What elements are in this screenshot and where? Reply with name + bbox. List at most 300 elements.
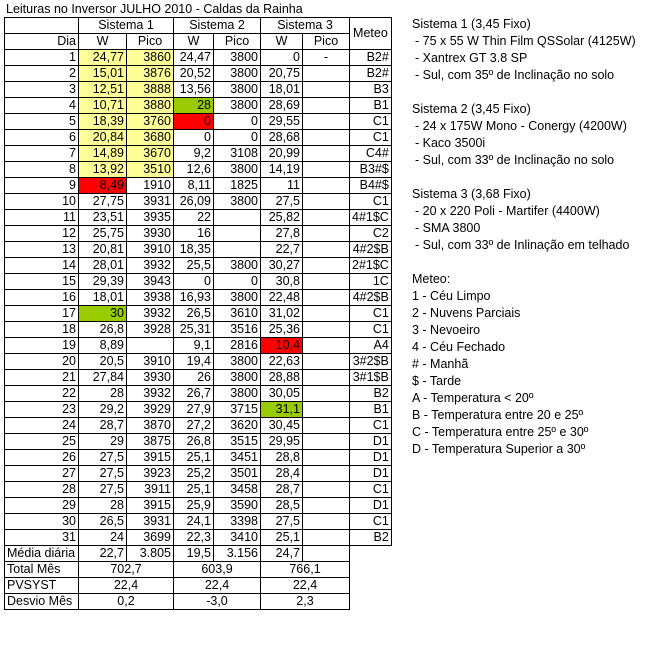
cell-s1p[interactable]: 3931 xyxy=(127,194,174,210)
cell-s1p[interactable]: 3910 xyxy=(127,354,174,370)
table-row xyxy=(5,322,392,338)
cell-s2w[interactable]: 26 xyxy=(174,370,214,386)
header-s1-w[interactable]: W xyxy=(79,34,127,50)
cell-s3w[interactable]: 31,02 xyxy=(261,306,303,322)
cell-meteo[interactable]: C1 xyxy=(350,194,392,210)
cell-s2w[interactable]: 22,3 xyxy=(174,530,214,546)
cell-s1p[interactable]: 3510 xyxy=(127,162,174,178)
cell-s3p[interactable] xyxy=(303,210,350,226)
cell-s3p[interactable] xyxy=(303,258,350,274)
cell-s3w[interactable]: 20,75 xyxy=(261,66,303,82)
cell-dia[interactable]: 25 xyxy=(5,434,79,450)
cell-s2w[interactable]: 0 xyxy=(174,114,214,130)
cell-s3w[interactable]: 28,7 xyxy=(261,482,303,498)
cell-s1p[interactable]: 3938 xyxy=(127,290,174,306)
cell-s1p[interactable]: 3880 xyxy=(127,98,174,114)
cell-s1w[interactable]: 28 xyxy=(79,498,127,514)
summary-pvsyst-s3[interactable]: 22,4 xyxy=(261,578,350,594)
summary-media-s2w[interactable]: 19,5 xyxy=(174,546,214,562)
cell-s1w[interactable]: 29,2 xyxy=(79,402,127,418)
cell-s2w[interactable]: 16,93 xyxy=(174,290,214,306)
cell-s3w[interactable]: 27,5 xyxy=(261,194,303,210)
cell-s3w[interactable]: 28,5 xyxy=(261,498,303,514)
notes-title-sys1: Sistema 1 (3,45 Fixo) xyxy=(412,17,531,31)
cell-s1w[interactable]: 18,39 xyxy=(79,114,127,130)
cell-s2p[interactable]: 3800 xyxy=(214,98,261,114)
cell-s1p[interactable]: 3876 xyxy=(127,66,174,82)
cell-s1p[interactable]: 3911 xyxy=(127,482,174,498)
cell-dia[interactable]: 3 xyxy=(5,82,79,98)
cell-s2p[interactable]: 0 xyxy=(214,274,261,290)
cell-s1p[interactable]: 3943 xyxy=(127,274,174,290)
cell-s2w[interactable]: 18,35 xyxy=(174,242,214,258)
cell-s3p[interactable] xyxy=(303,290,350,306)
summary-row-desvio xyxy=(5,594,392,610)
cell-s1w[interactable]: 26,8 xyxy=(79,322,127,338)
cell-meteo[interactable]: C1 xyxy=(350,306,392,322)
cell-s1w[interactable]: 24,77 xyxy=(79,50,127,66)
cell-s3p[interactable] xyxy=(303,514,350,530)
cell-meteo[interactable]: B4#$ xyxy=(350,178,392,194)
cell-s3w[interactable]: 30,05 xyxy=(261,386,303,402)
cell-meteo[interactable]: B2 xyxy=(350,530,392,546)
cell-s3w[interactable]: 25,36 xyxy=(261,322,303,338)
cell-s3w[interactable]: 30,45 xyxy=(261,418,303,434)
cell-s1p[interactable]: 3928 xyxy=(127,322,174,338)
cell-s1p[interactable]: 3930 xyxy=(127,226,174,242)
cell-s3w[interactable]: 28,69 xyxy=(261,98,303,114)
cell-s2w[interactable]: 9,2 xyxy=(174,146,214,162)
cell-s3p[interactable] xyxy=(303,418,350,434)
cell-s2w[interactable]: 25,31 xyxy=(174,322,214,338)
notes-gap xyxy=(412,169,647,186)
header-s3-pico[interactable]: Pico xyxy=(303,34,350,50)
cell-s3p[interactable] xyxy=(303,66,350,82)
cell-s3p[interactable] xyxy=(303,482,350,498)
cell-s1w[interactable]: 25,75 xyxy=(79,226,127,242)
cell-meteo[interactable]: D1 xyxy=(350,498,392,514)
sheet-title: Leituras no Inversor JULHO 2010 - Caldas da Rainha xyxy=(6,2,303,16)
cell-dia[interactable]: 4 xyxy=(5,98,79,114)
cell-s1w[interactable]: 26,5 xyxy=(79,514,127,530)
cell-s1p[interactable]: 3699 xyxy=(127,530,174,546)
cell-s1w[interactable]: 27,5 xyxy=(79,450,127,466)
cell-s1p[interactable]: 3870 xyxy=(127,418,174,434)
cell-s1w[interactable]: 28,01 xyxy=(79,258,127,274)
cell-s1w[interactable]: 27,5 xyxy=(79,466,127,482)
notes-block-sys1 xyxy=(412,16,647,84)
cell-meteo[interactable]: C1 xyxy=(350,514,392,530)
cell-s1w[interactable]: 24 xyxy=(79,530,127,546)
cell-s3p[interactable] xyxy=(303,226,350,242)
summary-desvio-s3[interactable]: 2,3 xyxy=(261,594,350,610)
cell-dia[interactable]: 15 xyxy=(5,274,79,290)
cell-s3w[interactable]: 25,82 xyxy=(261,210,303,226)
cell-s1p[interactable]: 3932 xyxy=(127,386,174,402)
header-sistema-3[interactable]: Sistema 3 xyxy=(261,18,350,34)
summary-media-s1p[interactable]: 3.805 xyxy=(127,546,174,562)
cell-meteo[interactable]: 1C xyxy=(350,274,392,290)
cell-s2p[interactable]: 3398 xyxy=(214,514,261,530)
cell-dia[interactable]: 27 xyxy=(5,466,79,482)
cell-s1p[interactable]: 3910 xyxy=(127,242,174,258)
cell-s2w[interactable]: 9,1 xyxy=(174,338,214,354)
cell-s1w[interactable]: 20,84 xyxy=(79,130,127,146)
cell-s2p[interactable]: 3800 xyxy=(214,50,261,66)
cell-meteo[interactable]: 3#2$B xyxy=(350,354,392,370)
cell-s3p[interactable] xyxy=(303,530,350,546)
notes-item: B - Temperatura entre 20 e 25º xyxy=(412,408,584,422)
cell-dia[interactable]: 31 xyxy=(5,530,79,546)
header-s2-pico[interactable]: Pico xyxy=(214,34,261,50)
cell-s1w[interactable]: 27,84 xyxy=(79,370,127,386)
cell-s1w[interactable]: 20,81 xyxy=(79,242,127,258)
cell-s2p[interactable]: 0 xyxy=(214,130,261,146)
cell-meteo[interactable]: 4#2$B xyxy=(350,242,392,258)
table-row xyxy=(5,98,392,114)
cell-s1w[interactable]: 13,92 xyxy=(79,162,127,178)
cell-s3w[interactable]: 29,55 xyxy=(261,114,303,130)
cell-s2p[interactable]: 3410 xyxy=(214,530,261,546)
cell-s1p[interactable]: 3932 xyxy=(127,306,174,322)
cell-s2w[interactable]: 27,2 xyxy=(174,418,214,434)
cell-s2w[interactable]: 16 xyxy=(174,226,214,242)
cell-dia[interactable]: 20 xyxy=(5,354,79,370)
cell-s3p[interactable] xyxy=(303,434,350,450)
cell-s1w[interactable]: 8,89 xyxy=(79,338,127,354)
cell-s2p[interactable]: 3516 xyxy=(214,322,261,338)
cell-dia[interactable]: 18 xyxy=(5,322,79,338)
summary-pvsyst-s1[interactable]: 22,4 xyxy=(79,578,174,594)
cell-s2w[interactable]: 26,09 xyxy=(174,194,214,210)
cell-s2p[interactable]: 3800 xyxy=(214,66,261,82)
cell-s2w[interactable]: 26,5 xyxy=(174,306,214,322)
table-row xyxy=(5,450,392,466)
summary-media-s1w[interactable]: 22,7 xyxy=(79,546,127,562)
cell-dia[interactable]: 1 xyxy=(5,50,79,66)
summary-media-s2p[interactable]: 3.156 xyxy=(214,546,261,562)
cell-meteo[interactable]: 4#1$C xyxy=(350,210,392,226)
cell-s1w[interactable]: 27,75 xyxy=(79,194,127,210)
cell-s2p[interactable]: 3108 xyxy=(214,146,261,162)
cell-dia[interactable]: 10 xyxy=(5,194,79,210)
cell-meteo[interactable]: B2# xyxy=(350,66,392,82)
cell-s2p[interactable]: 3800 xyxy=(214,258,261,274)
cell-s1p[interactable]: 3680 xyxy=(127,130,174,146)
cell-dia[interactable]: 12 xyxy=(5,226,79,242)
header-sistema-1[interactable]: Sistema 1 xyxy=(79,18,174,34)
cell-s3p[interactable] xyxy=(303,370,350,386)
cell-s1w[interactable]: 27,5 xyxy=(79,482,127,498)
cell-meteo[interactable]: C1 xyxy=(350,482,392,498)
cell-s3w[interactable]: 28,68 xyxy=(261,130,303,146)
cell-s3p[interactable] xyxy=(303,162,350,178)
header-corner-cell xyxy=(5,18,79,34)
cell-s3p[interactable] xyxy=(303,354,350,370)
cell-s3w[interactable]: 11 xyxy=(261,178,303,194)
cell-s2p[interactable]: 3800 xyxy=(214,354,261,370)
cell-s1p[interactable]: 3875 xyxy=(127,434,174,450)
cell-s1w[interactable]: 30 xyxy=(79,306,127,322)
cell-s2p[interactable] xyxy=(214,242,261,258)
cell-s2p[interactable]: 3501 xyxy=(214,466,261,482)
cell-s2w[interactable]: 25,1 xyxy=(174,482,214,498)
cell-meteo[interactable]: B1 xyxy=(350,98,392,114)
summary-total-s1[interactable]: 702,7 xyxy=(79,562,174,578)
cell-dia[interactable]: 9 xyxy=(5,178,79,194)
cell-s3w[interactable]: 0 xyxy=(261,50,303,66)
cell-dia[interactable]: 7 xyxy=(5,146,79,162)
cell-s3w[interactable]: 28,8 xyxy=(261,450,303,466)
cell-s2p[interactable]: 1825 xyxy=(214,178,261,194)
cell-s3w[interactable]: 20,99 xyxy=(261,146,303,162)
cell-s3p[interactable] xyxy=(303,402,350,418)
cell-meteo[interactable]: 3#1$B xyxy=(350,370,392,386)
cell-s2p[interactable]: 3620 xyxy=(214,418,261,434)
cell-s2p[interactable]: 3590 xyxy=(214,498,261,514)
cell-s2w[interactable]: 25,5 xyxy=(174,258,214,274)
cell-s2p[interactable]: 3800 xyxy=(214,82,261,98)
cell-meteo[interactable]: D1 xyxy=(350,450,392,466)
cell-meteo[interactable]: B1 xyxy=(350,402,392,418)
cell-s3w[interactable]: 30,27 xyxy=(261,258,303,274)
cell-dia[interactable]: 11 xyxy=(5,210,79,226)
cell-s3p[interactable] xyxy=(303,274,350,290)
notes-item: - 20 x 220 Poli - Martifer (4400W) xyxy=(415,204,600,218)
cell-s1w[interactable]: 29 xyxy=(79,434,127,450)
cell-s2p[interactable]: 3800 xyxy=(214,290,261,306)
cell-meteo[interactable]: A4 xyxy=(350,338,392,354)
cell-s3p[interactable] xyxy=(303,114,350,130)
cell-meteo[interactable]: D1 xyxy=(350,466,392,482)
cell-s3w[interactable]: 22,63 xyxy=(261,354,303,370)
summary-pvsyst-blank xyxy=(350,578,392,594)
cell-dia[interactable]: 5 xyxy=(5,114,79,130)
cell-s2w[interactable]: 24,47 xyxy=(174,50,214,66)
cell-s3p[interactable] xyxy=(303,498,350,514)
cell-dia[interactable]: 23 xyxy=(5,402,79,418)
table-row xyxy=(5,242,392,258)
summary-pvsyst-s2[interactable]: 22,4 xyxy=(174,578,261,594)
cell-s2w[interactable]: 0 xyxy=(174,274,214,290)
cell-meteo[interactable]: 4#2$B xyxy=(350,290,392,306)
cell-s1w[interactable]: 14,89 xyxy=(79,146,127,162)
cell-s3p[interactable] xyxy=(303,322,350,338)
table-row xyxy=(5,210,392,226)
cell-s2w[interactable]: 26,7 xyxy=(174,386,214,402)
summary-desvio-s1[interactable]: 0,2 xyxy=(79,594,174,610)
cell-s1p[interactable]: 1910 xyxy=(127,178,174,194)
cell-s3p[interactable] xyxy=(303,130,350,146)
cell-s3p[interactable] xyxy=(303,178,350,194)
cell-s3p[interactable] xyxy=(303,146,350,162)
cell-s3w[interactable]: 18,01 xyxy=(261,82,303,98)
cell-s1p[interactable]: 3931 xyxy=(127,514,174,530)
cell-s3w[interactable]: 30,8 xyxy=(261,274,303,290)
cell-s3p[interactable] xyxy=(303,242,350,258)
cell-s3w[interactable]: 31,1 xyxy=(261,402,303,418)
header-sistema-2[interactable]: Sistema 2 xyxy=(174,18,261,34)
cell-s2w[interactable]: 25,9 xyxy=(174,498,214,514)
notes-item: - Kaco 3500i xyxy=(415,136,486,150)
cell-s2p[interactable]: 3800 xyxy=(214,386,261,402)
header-s2-w[interactable]: W xyxy=(174,34,214,50)
cell-s3p[interactable] xyxy=(303,386,350,402)
cell-s2p[interactable] xyxy=(214,226,261,242)
cell-s1p[interactable]: 3932 xyxy=(127,258,174,274)
cell-s1w[interactable]: 18,01 xyxy=(79,290,127,306)
cell-s3w[interactable]: 10,4 xyxy=(261,338,303,354)
notes-item: $ - Tarde xyxy=(412,374,462,388)
cell-s1w[interactable]: 23,51 xyxy=(79,210,127,226)
cell-s2w[interactable]: 28 xyxy=(174,98,214,114)
header-s1-pico[interactable]: Pico xyxy=(127,34,174,50)
table-row xyxy=(5,498,392,514)
table-row xyxy=(5,130,392,146)
cell-s2w[interactable]: 19,4 xyxy=(174,354,214,370)
cell-s2w[interactable]: 25,1 xyxy=(174,450,214,466)
cell-meteo[interactable]: 2#1$C xyxy=(350,258,392,274)
cell-s3p[interactable] xyxy=(303,194,350,210)
cell-s2p[interactable]: 3800 xyxy=(214,162,261,178)
cell-s2p[interactable]: 3451 xyxy=(214,450,261,466)
cell-s1w[interactable]: 28 xyxy=(79,386,127,402)
cell-dia[interactable]: 19 xyxy=(5,338,79,354)
cell-dia[interactable]: 14 xyxy=(5,258,79,274)
cell-s2p[interactable]: 3515 xyxy=(214,434,261,450)
cell-meteo[interactable]: B3 xyxy=(350,82,392,98)
cell-s1p[interactable]: 3929 xyxy=(127,402,174,418)
cell-s1p[interactable]: 3760 xyxy=(127,114,174,130)
cell-s1p[interactable]: 3935 xyxy=(127,210,174,226)
cell-meteo[interactable]: C1 xyxy=(350,322,392,338)
header-row-groups xyxy=(5,18,392,34)
cell-s1p[interactable]: 3915 xyxy=(127,498,174,514)
cell-meteo[interactable]: C1 xyxy=(350,130,392,146)
cell-s3p[interactable] xyxy=(303,450,350,466)
cell-s2p[interactable]: 3715 xyxy=(214,402,261,418)
cell-s2p[interactable]: 2816 xyxy=(214,338,261,354)
cell-meteo[interactable]: C4# xyxy=(350,146,392,162)
cell-s1w[interactable]: 10,71 xyxy=(79,98,127,114)
notes-item: A - Temperatura < 20º xyxy=(412,391,534,405)
cell-s1p[interactable]: 3888 xyxy=(127,82,174,98)
cell-s1w[interactable]: 20,5 xyxy=(79,354,127,370)
cell-s3w[interactable]: 27,5 xyxy=(261,514,303,530)
cell-s3w[interactable]: 27,8 xyxy=(261,226,303,242)
cell-meteo[interactable]: C2 xyxy=(350,226,392,242)
cell-s3p[interactable] xyxy=(303,98,350,114)
cell-s2w[interactable]: 8,11 xyxy=(174,178,214,194)
cell-s2w[interactable]: 22 xyxy=(174,210,214,226)
notes-gap xyxy=(412,84,647,101)
cell-dia[interactable]: 2 xyxy=(5,66,79,82)
table-row xyxy=(5,418,392,434)
cell-dia[interactable]: 17 xyxy=(5,306,79,322)
header-dia[interactable]: Dia xyxy=(5,34,79,50)
summary-total-s2[interactable]: 603,9 xyxy=(174,562,261,578)
cell-meteo[interactable]: B2# xyxy=(350,50,392,66)
cell-s1w[interactable]: 15,01 xyxy=(79,66,127,82)
table-row xyxy=(5,530,392,546)
cell-s2p[interactable] xyxy=(214,210,261,226)
cell-s3p[interactable] xyxy=(303,338,350,354)
cell-s2w[interactable]: 26,8 xyxy=(174,434,214,450)
header-meteo[interactable]: Meteo xyxy=(350,18,392,50)
cell-dia[interactable]: 29 xyxy=(5,498,79,514)
cell-dia[interactable]: 22 xyxy=(5,386,79,402)
cell-s3p[interactable] xyxy=(303,82,350,98)
cell-s2w[interactable]: 24,1 xyxy=(174,514,214,530)
summary-media-s3w[interactable]: 24,7 xyxy=(261,546,303,562)
cell-s3w[interactable]: 29,95 xyxy=(261,434,303,450)
cell-dia[interactable]: 24 xyxy=(5,418,79,434)
cell-s1p[interactable]: 3923 xyxy=(127,466,174,482)
cell-meteo[interactable]: B2 xyxy=(350,386,392,402)
notes-item: C - Temperatura entre 25º e 30º xyxy=(412,425,589,439)
cell-s1w[interactable]: 12,51 xyxy=(79,82,127,98)
cell-s3w[interactable]: 28,4 xyxy=(261,466,303,482)
cell-s2p[interactable]: 3800 xyxy=(214,370,261,386)
summary-row-total xyxy=(5,562,392,578)
cell-meteo[interactable]: C1 xyxy=(350,418,392,434)
cell-dia[interactable]: 6 xyxy=(5,130,79,146)
cell-s3w[interactable]: 22,7 xyxy=(261,242,303,258)
cell-s2p[interactable]: 3610 xyxy=(214,306,261,322)
cell-dia[interactable]: 30 xyxy=(5,514,79,530)
cell-s2w[interactable]: 25,2 xyxy=(174,466,214,482)
cell-s3w[interactable]: 14,19 xyxy=(261,162,303,178)
cell-meteo[interactable]: C1 xyxy=(350,114,392,130)
cell-s1w[interactable]: 8,49 xyxy=(79,178,127,194)
cell-s1p[interactable]: 3915 xyxy=(127,450,174,466)
cell-meteo[interactable]: D1 xyxy=(350,434,392,450)
cell-dia[interactable]: 26 xyxy=(5,450,79,466)
cell-meteo[interactable]: B3#$ xyxy=(350,162,392,178)
cell-s1p[interactable] xyxy=(127,338,174,354)
cell-s3w[interactable]: 22,48 xyxy=(261,290,303,306)
cell-s2w[interactable]: 12,6 xyxy=(174,162,214,178)
table-row xyxy=(5,482,392,498)
cell-s1p[interactable]: 3670 xyxy=(127,146,174,162)
header-s3-w[interactable]: W xyxy=(261,34,303,50)
cell-dia[interactable]: 21 xyxy=(5,370,79,386)
cell-s3w[interactable]: 28,88 xyxy=(261,370,303,386)
cell-s3p[interactable]: - xyxy=(303,50,350,66)
cell-s2w[interactable]: 20,52 xyxy=(174,66,214,82)
cell-s2w[interactable]: 13,56 xyxy=(174,82,214,98)
cell-s2p[interactable]: 3458 xyxy=(214,482,261,498)
cell-dia[interactable]: 13 xyxy=(5,242,79,258)
cell-s2p[interactable]: 3800 xyxy=(214,194,261,210)
cell-dia[interactable]: 16 xyxy=(5,290,79,306)
summary-total-s3[interactable]: 766,1 xyxy=(261,562,350,578)
cell-s3p[interactable] xyxy=(303,466,350,482)
table-row xyxy=(5,338,392,354)
cell-s2w[interactable]: 27,9 xyxy=(174,402,214,418)
cell-s1p[interactable]: 3860 xyxy=(127,50,174,66)
summary-desvio-s2[interactable]: -3,0 xyxy=(174,594,261,610)
cell-s1p[interactable]: 3930 xyxy=(127,370,174,386)
cell-s3w[interactable]: 25,1 xyxy=(261,530,303,546)
cell-s3p[interactable] xyxy=(303,306,350,322)
cell-s2p[interactable]: 0 xyxy=(214,114,261,130)
cell-s1w[interactable]: 28,7 xyxy=(79,418,127,434)
cell-s1w[interactable]: 29,39 xyxy=(79,274,127,290)
cell-s2w[interactable]: 0 xyxy=(174,130,214,146)
cell-dia[interactable]: 8 xyxy=(5,162,79,178)
cell-dia[interactable]: 28 xyxy=(5,482,79,498)
